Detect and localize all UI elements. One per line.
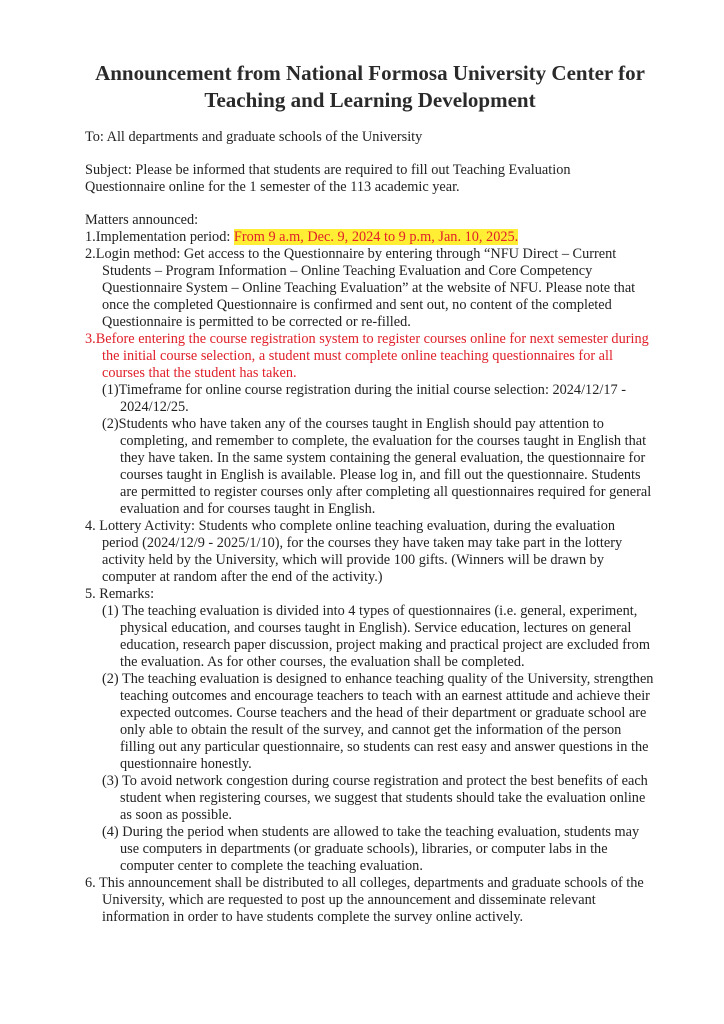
implementation-period-highlight: From 9 a.m, Dec. 9, 2024 to 9 p.m, Jan. 10, 2025. <box>233 229 519 245</box>
item-1-label: 1.Implementation period: <box>85 229 234 245</box>
item-5-1-line-4: the evaluation. As for other courses, the evaluation shall be completed. <box>120 654 525 670</box>
item-5-3-line-1: (3) To avoid network congestion during course registration and protect the best benefits of each <box>102 773 648 789</box>
title-line-1: Announcement from National Formosa University Center for <box>95 61 645 85</box>
item-5-1-line-3: education, research paper discussion, project making and practical project are excluded from <box>120 637 650 653</box>
item-2-line-1: 2.Login method: Get access to the Questionnaire by entering through “NFU Direct – Current <box>85 246 617 262</box>
item-3-2-line-1: (2)Students who have taken any of the courses taught in English should pay attention to <box>102 416 604 432</box>
item-5-3-line-3: as soon as possible. <box>120 807 232 823</box>
item-1-implementation-period <box>85 229 518 246</box>
item-5-3-line-2: student when registering courses, we suggest that students should take the evaluation online <box>120 790 646 806</box>
item-5-2-line-5: filling out any particular questionnaire, so students can rest easy and answer questions in the <box>120 739 649 755</box>
item-4-line-3: activity held by the University, which will provide 100 gifts. (Winners will be drawn by <box>102 552 604 568</box>
item-5-2-line-4: only able to obtain the result of the survey, and cannot get the information of the person <box>120 722 622 738</box>
item-3-2-line-2: completing, and remember to complete, the evaluation for the courses taught in English that <box>120 433 647 449</box>
item-5-4-line-3: computer center to complete the teaching evaluation. <box>120 858 423 874</box>
item-3-1-line-1: (1)Timeframe for online course registration during the initial course selection: 2024/12/17 - <box>102 382 626 398</box>
item-3-2-line-6: evaluation and for courses taught in English. <box>120 501 376 517</box>
item-4-line-2: period (2024/12/9 - 2025/1/10), for the courses they have taken may take part in the lottery <box>102 535 623 551</box>
item-5-2-line-6: questionnaire honestly. <box>120 756 252 772</box>
subject-line-1: Subject: Please be informed that students are required to fill out Teaching Evaluation <box>85 162 571 178</box>
item-5-2-line-3: expected outcomes. Course teachers and the head of their department or graduate school are <box>120 705 647 721</box>
document-title <box>60 60 680 114</box>
title-line-2: Teaching and Learning Development <box>204 88 536 112</box>
item-4-line-4: computer at random after the end of the activity.) <box>102 569 383 585</box>
item-6-line-3: information in order to have students complete the survey online actively. <box>102 909 524 925</box>
item-2-line-3: Questionnaire System – Online Teaching Evaluation” at the website of NFU. Please note that <box>102 280 636 296</box>
subject-line-2: Questionnaire online for the 1 semester of the 113 academic year. <box>85 179 460 195</box>
item-5-1-line-2: physical education, and courses taught in English). Service education, lectures on general <box>120 620 632 636</box>
item-2-line-5: Questionnaire is permitted to be corrected or re-filled. <box>102 314 411 330</box>
item-2-line-2: Students – Program Information – Online Teaching Evaluation and Core Competency <box>102 263 593 279</box>
item-6-line-2: University, which are requested to post up the announcement and disseminate relevant <box>102 892 596 908</box>
item-3-line-1: 3.Before entering the course registration system to register courses online for next semester during <box>85 331 649 347</box>
item-4-line-1: 4. Lottery Activity: Students who complete online teaching evaluation, during the evaluation <box>85 518 616 534</box>
item-3-line-2: the initial course selection, a student must complete online teaching questionnaires for all <box>102 348 613 364</box>
item-5-heading: 5. Remarks: <box>85 586 155 602</box>
item-5-1-line-1: (1) The teaching evaluation is divided into 4 types of questionnaires (i.e. general, experiment, <box>102 603 638 619</box>
item-3-1-line-2: 2024/12/25. <box>120 399 189 415</box>
item-5-4-line-2: use computers in departments (or graduate schools), libraries, or computer labs in the <box>120 841 608 857</box>
item-2-line-4: once the completed Questionnaire is confirmed and sent out, no content of the completed <box>102 297 612 313</box>
item-5-2-line-1: (2) The teaching evaluation is designed to enhance teaching quality of the University, strengthen <box>102 671 654 687</box>
item-3-line-3: courses that the student has taken. <box>102 365 297 381</box>
item-5-2-line-2: teaching outcomes and encourage teachers to teach with an earnest attitude and achieve their <box>120 688 650 704</box>
item-6-line-1: 6. This announcement shall be distributed to all colleges, departments and graduate schools of the <box>85 875 644 891</box>
item-3-2-line-4: courses taught in English is available. Please log in, and fill out the questionnaire. Students <box>120 467 641 483</box>
matters-heading: Matters announced: <box>85 212 199 228</box>
recipient-line: To: All departments and graduate schools of the University <box>85 129 423 145</box>
item-3-2-line-3: they have taken. In the same system containing the general evaluation, the questionnaire for <box>120 450 646 466</box>
item-5-4-line-1: (4) During the period when students are allowed to take the teaching evaluation, students may <box>102 824 640 840</box>
item-3-2-line-5: are permitted to register courses only after completing all questionnaires required for general <box>120 484 652 500</box>
